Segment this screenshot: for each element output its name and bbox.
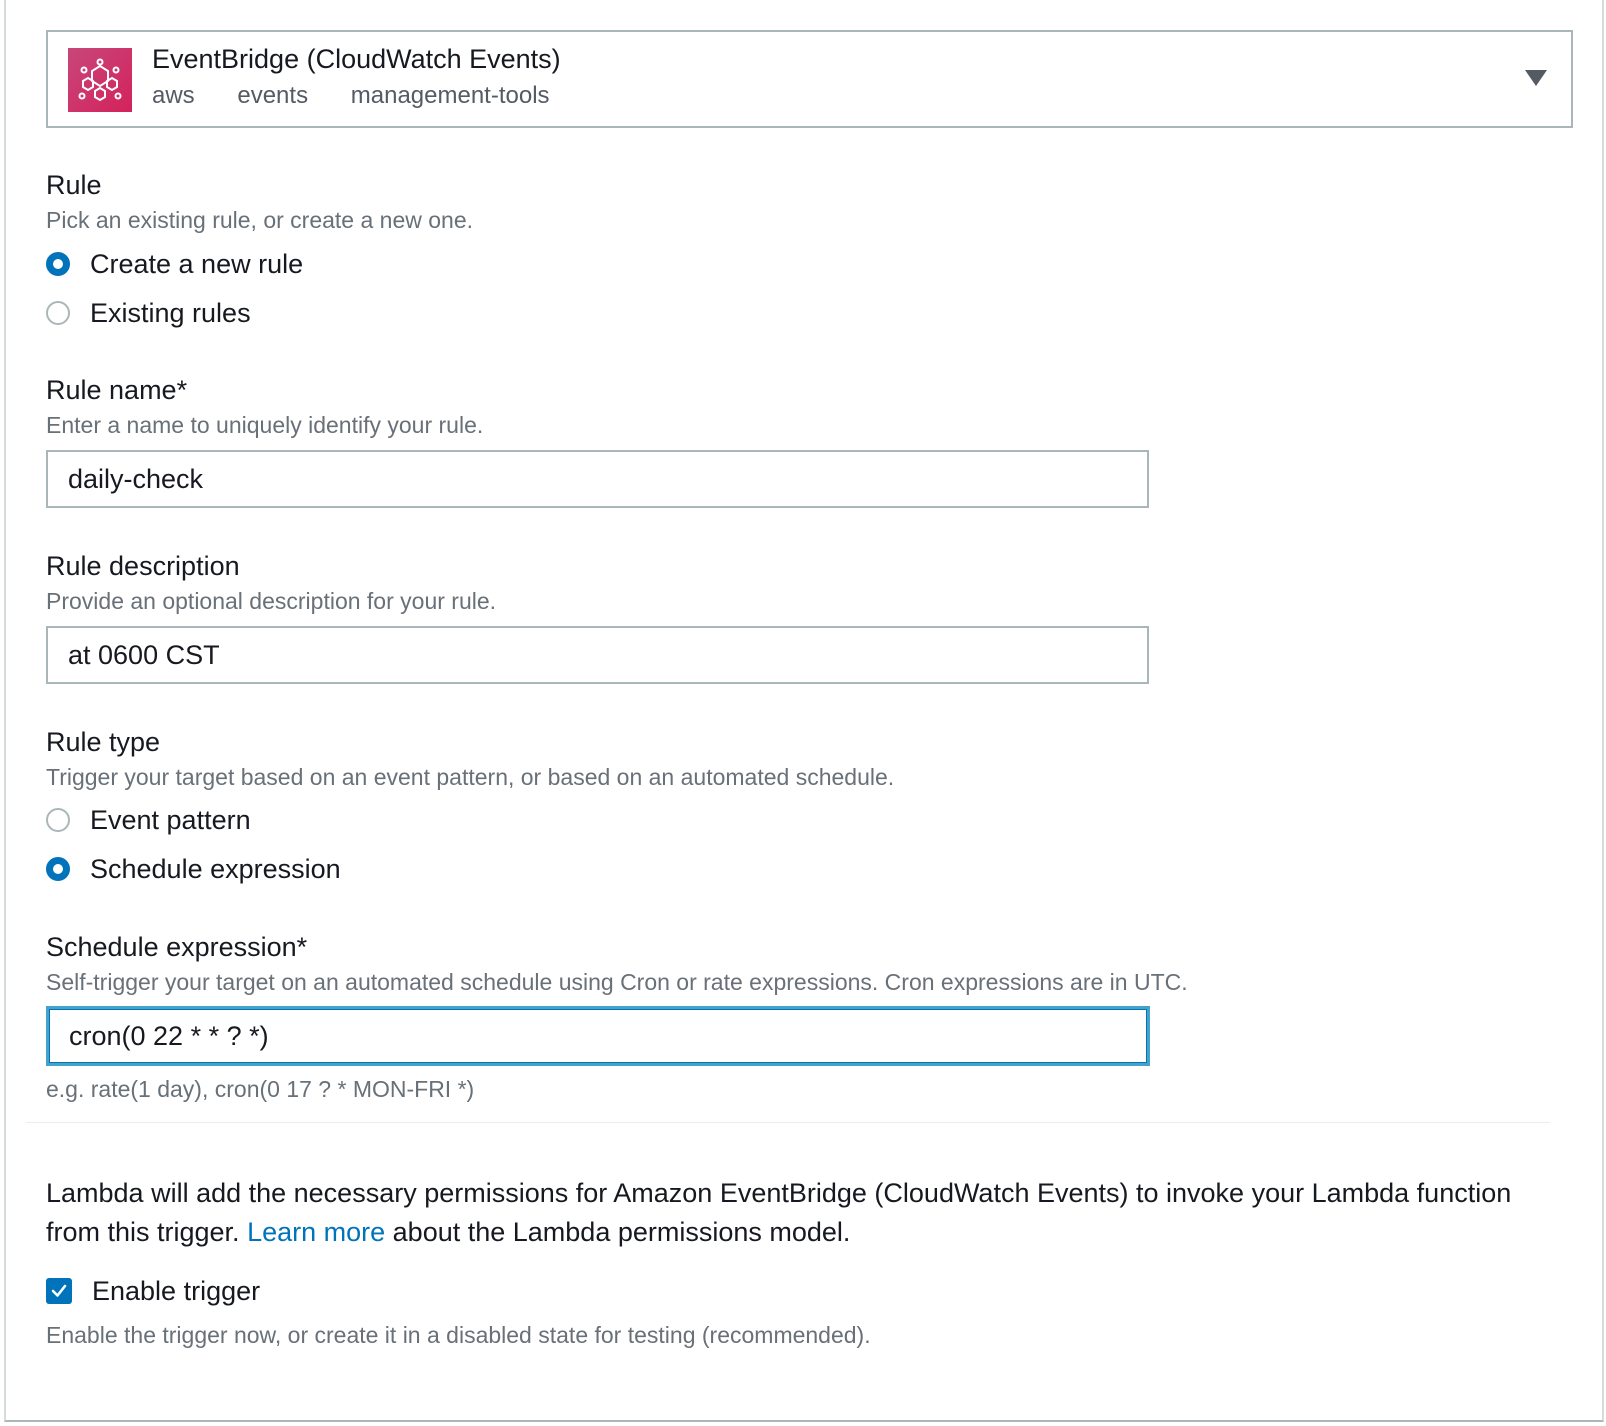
radio-label: Event pattern xyxy=(90,804,251,835)
rule-type-label: Rule type xyxy=(46,727,161,757)
rule-description-input[interactable]: at 0600 CST xyxy=(46,626,1149,684)
rule-type-description: Trigger your target based on an event pattern, or based on an automated schedule. xyxy=(46,764,895,790)
service-tag: events xyxy=(237,82,309,109)
service-title: EventBridge (CloudWatch Events) xyxy=(152,44,561,74)
rule-description-text: Pick an existing rule, or create a new one. xyxy=(46,207,474,233)
service-tag: management-tools xyxy=(350,82,550,109)
rule-name-description: Enter a name to uniquely identify your rule. xyxy=(46,412,484,438)
permissions-info xyxy=(46,1174,1526,1252)
rule-label: Rule xyxy=(46,170,102,200)
checkmark-icon xyxy=(49,1281,69,1301)
radio-label: Existing rules xyxy=(90,297,251,328)
schedule-expression-label: Schedule expression* xyxy=(46,932,308,962)
rule-description-label: Rule description xyxy=(46,551,240,581)
eventbridge-icon xyxy=(68,48,132,112)
radio-button[interactable] xyxy=(46,301,70,325)
enable-trigger-checkbox[interactable] xyxy=(46,1278,72,1304)
radio-button-checked[interactable] xyxy=(46,252,70,276)
rule-description-help: Provide an optional description for your rule. xyxy=(46,588,497,614)
service-tag: aws xyxy=(152,82,195,109)
schedule-expression-input[interactable]: cron(0 22 * * ? *) xyxy=(46,1006,1150,1066)
rule-name-label: Rule name* xyxy=(46,375,188,405)
radio-label: Schedule expression xyxy=(90,853,341,884)
enable-trigger-description: Enable the trigger now, or create it in a disabled state for testing (recommended). xyxy=(46,1322,871,1348)
radio-schedule-expression[interactable] xyxy=(46,853,341,885)
radio-create-new-rule[interactable] xyxy=(46,248,303,280)
radio-button-checked[interactable] xyxy=(46,857,70,881)
radio-event-pattern[interactable] xyxy=(46,804,251,836)
radio-label: Create a new rule xyxy=(90,248,304,279)
trigger-service-select[interactable] xyxy=(46,30,1573,128)
rule-name-input[interactable]: daily-check xyxy=(46,450,1149,508)
radio-button[interactable] xyxy=(46,808,70,832)
caret-down-icon[interactable] xyxy=(1525,70,1547,86)
schedule-expression-description: Self-trigger your target on an automated schedule using Cron or rate expressions. Cron expressions are in UTC. xyxy=(46,969,1188,995)
permissions-text-before: Lambda will add the necessary permissions for Amazon EventBridge (CloudWatch Events) to invoke your Lambda function from this trigger. xyxy=(46,1178,1512,1247)
enable-trigger-label: Enable trigger xyxy=(92,1275,261,1306)
enable-trigger-checkbox-row[interactable] xyxy=(46,1275,260,1307)
learn-more-link[interactable]: Learn more xyxy=(247,1217,386,1247)
schedule-expression-hint: e.g. rate(1 day), cron(0 17 ? * MON-FRI *) xyxy=(46,1076,475,1102)
section-divider xyxy=(26,1122,1550,1123)
service-tags xyxy=(152,82,586,110)
radio-existing-rules[interactable] xyxy=(46,297,251,329)
permissions-text-after: about the Lambda permissions model. xyxy=(385,1217,851,1247)
